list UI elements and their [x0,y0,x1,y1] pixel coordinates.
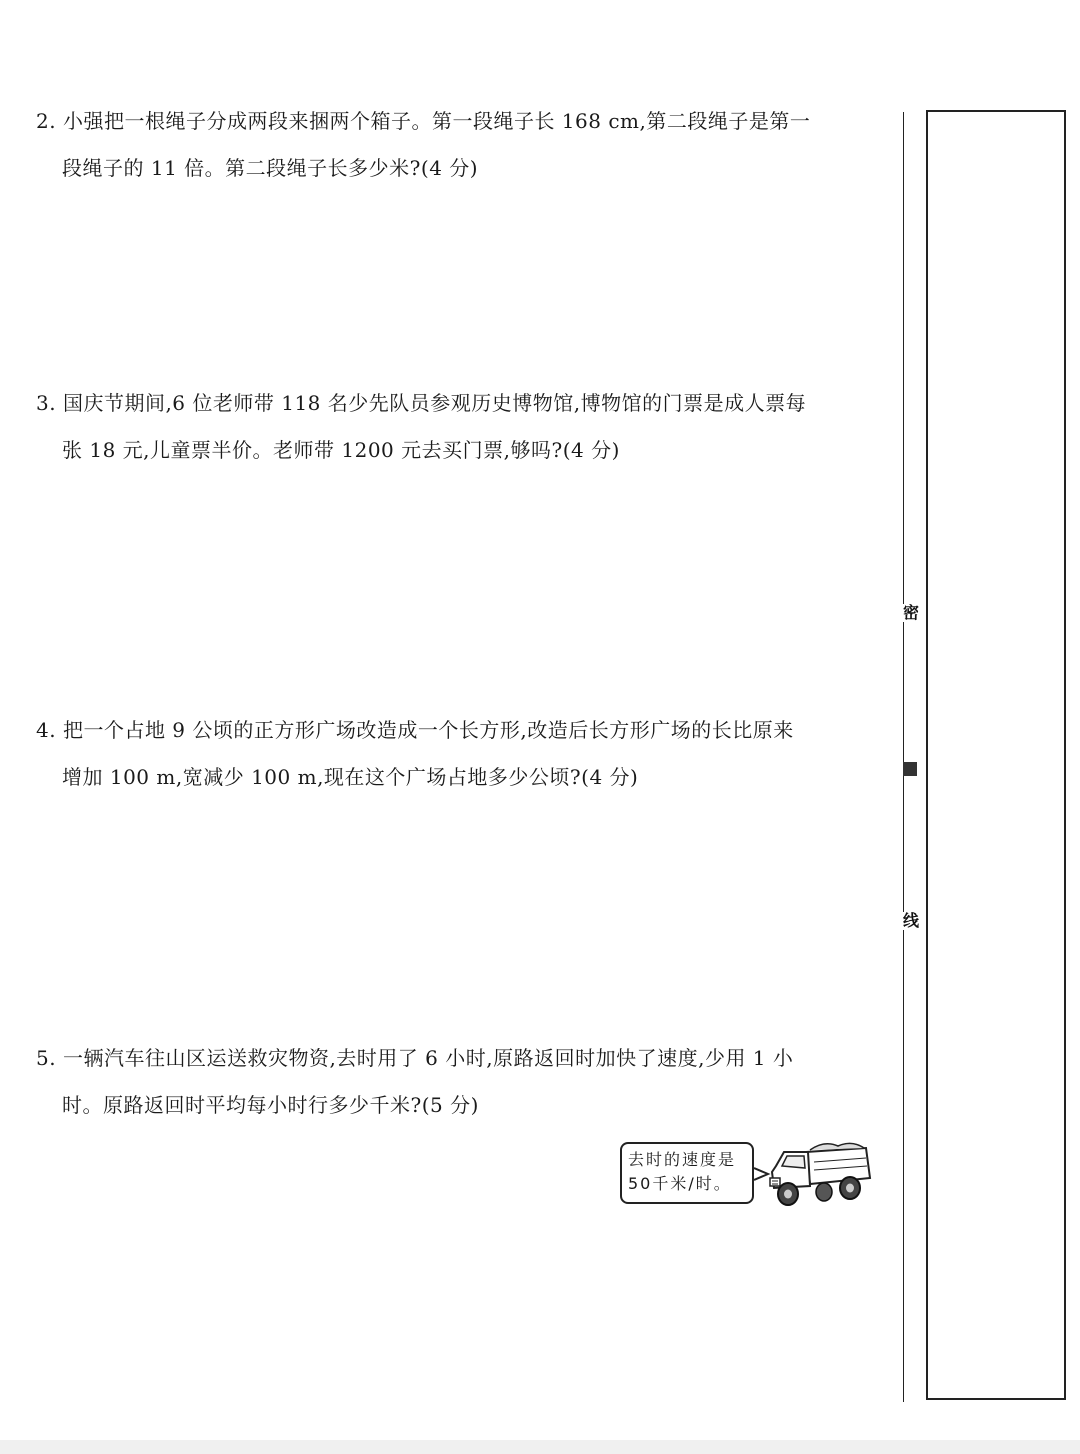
question-4 [36,707,876,801]
speech-bubble [620,1142,754,1204]
question-4-line-1: 4. 把一个占地 9 公顷的正方形广场改造成一个长方形,改造后长方形广场的长比原来 [36,718,794,742]
question-2-line-1: 2. 小强把一根绳子分成两段来捆两个箱子。第一段绳子长 168 cm,第二段绳子是第一 [36,109,811,133]
question-5-line-2: 时。原路返回时平均每小时行多少千米?(5 分) [62,1093,479,1117]
question-4-line-2: 增加 100 m,宽减少 100 m,现在这个广场占地多少公顷?(4 分) [62,765,639,789]
speech-bubble-line-2: 50千米/时。 [628,1174,732,1193]
question-3-line-2: 张 18 元,儿童票半价。老师带 1200 元去买门票,够吗?(4 分) [62,438,620,462]
question-3 [36,380,876,474]
speech-bubble-line-1: 去时的速度是 [628,1150,737,1169]
binding-dashed-line [903,112,904,1402]
binding-mark-block [903,762,917,776]
question-5 [36,1035,876,1129]
question-2-line-2: 段绳子的 11 倍。第二段绳子长多少米?(4 分) [62,156,479,180]
truck-illustration [618,1138,878,1210]
question-3-line-1: 3. 国庆节期间,6 位老师带 118 名少先队员参观历史博物馆,博物馆的门票是成人票每 [36,391,807,415]
binding-mark-line: 线 [903,911,920,930]
question-2 [36,98,876,192]
binding-mark-seal: 密 [903,603,920,622]
bottom-edge [0,1440,1080,1454]
truck-icon [754,1138,878,1210]
question-5-line-1: 5. 一辆汽车往山区运送救灾物资,去时用了 6 小时,原路返回时加快了速度,少用 1 小 [36,1046,794,1070]
binding-strip-frame [926,110,1066,1400]
